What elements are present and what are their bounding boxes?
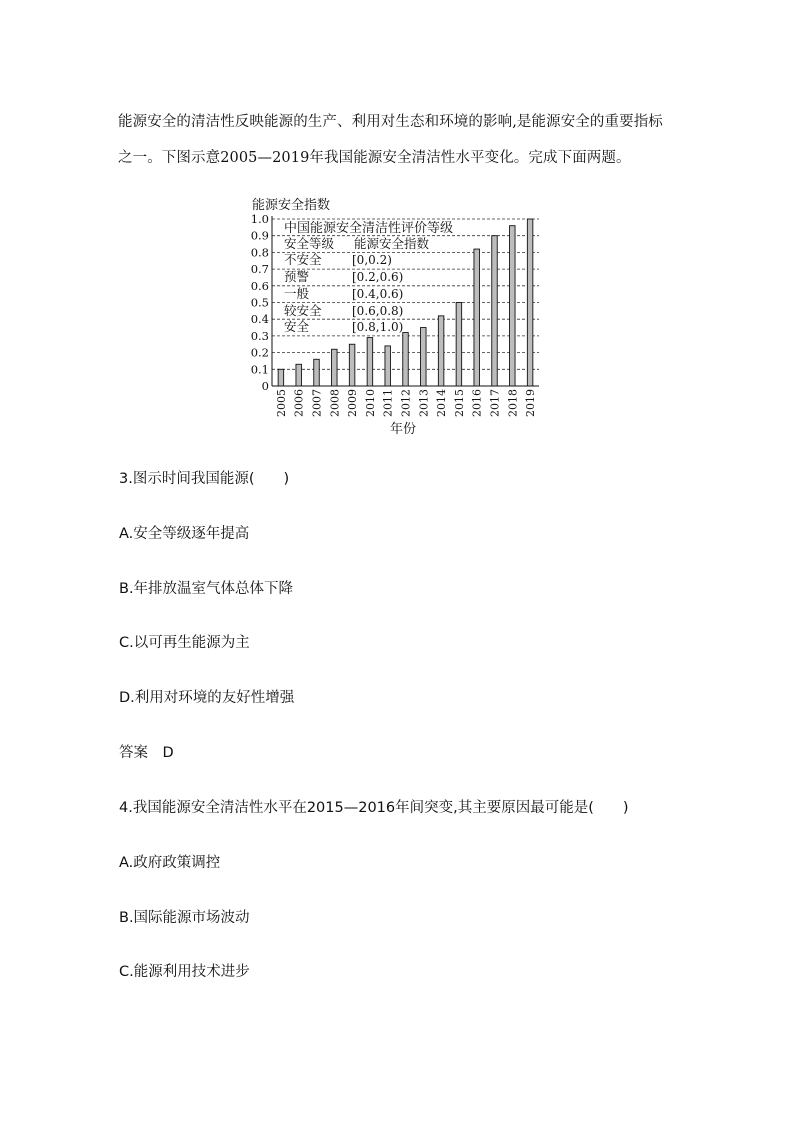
y-tick-label: 0.9 <box>250 228 269 243</box>
bar-2014 <box>438 316 444 386</box>
bar-2016 <box>474 249 480 386</box>
y-tick-label: 1.0 <box>250 212 269 226</box>
bar-2005 <box>278 369 284 386</box>
intro-line-2: 之一。下图示意2005—2019年我国能源安全清洁性水平变化。完成下面两题。 <box>118 150 631 166</box>
bar-2011 <box>385 346 391 386</box>
y-tick-label: 0.3 <box>250 328 269 343</box>
x-tick-label: 2018 <box>506 389 520 417</box>
y-tick-label: 0.6 <box>250 278 269 293</box>
x-tick-label: 2012 <box>399 389 413 417</box>
y-tick-label: 0.5 <box>250 295 269 310</box>
x-tick-label: 2009 <box>346 389 360 417</box>
bar-2017 <box>492 236 498 386</box>
legend-row-level: 较安全 <box>284 303 322 318</box>
legend-row-range: [0.4,0.6) <box>352 287 404 301</box>
legend-header-level: 安全等级 <box>284 236 335 251</box>
legend-row-level: 不安全 <box>284 252 322 267</box>
x-tick-label: 2005 <box>274 389 288 417</box>
legend-row-level: 一般 <box>284 286 310 301</box>
x-tick-label: 2006 <box>292 389 306 417</box>
y-tick-label: 0.4 <box>250 312 269 327</box>
x-tick-label: 2015 <box>452 389 466 417</box>
option-4b: B.国际能源市场波动 <box>119 910 250 926</box>
legend-row-range: [0.6,0.8) <box>352 304 404 318</box>
x-tick-label: 2011 <box>381 389 395 417</box>
y-tick-label: 0.1 <box>250 362 269 377</box>
option-3c: C.以可再生能源为主 <box>119 635 250 651</box>
legend-row-level: 预警 <box>284 269 310 284</box>
option-4a: A.政府政策调控 <box>119 855 221 871</box>
bar-2010 <box>367 338 373 386</box>
legend-header-index: 能源安全指数 <box>354 236 430 251</box>
bar-2013 <box>421 328 427 386</box>
legend-row-range: [0,0.2) <box>352 253 392 267</box>
energy-safety-bar-chart <box>248 194 548 439</box>
y-tick-label: 0 <box>261 379 269 393</box>
option-4c: C.能源利用技术进步 <box>119 964 250 980</box>
x-tick-label: 2010 <box>363 389 377 417</box>
y-axis-label: 能源安全指数 <box>252 198 331 213</box>
bar-2006 <box>296 364 302 386</box>
x-tick-label: 2007 <box>310 389 324 417</box>
legend-row-range: [0.8,1.0) <box>352 320 404 334</box>
y-tick-label: 0.8 <box>250 245 269 260</box>
bar-2009 <box>349 344 355 386</box>
question-3: 3.图示时间我国能源( ) <box>119 471 290 487</box>
bar-2007 <box>314 359 320 386</box>
bar-2012 <box>403 333 409 386</box>
legend-row-level: 安全 <box>284 319 310 334</box>
bar-2015 <box>456 303 462 387</box>
x-axis-label: 年份 <box>389 422 417 437</box>
x-tick-label: 2016 <box>470 389 484 417</box>
answer-3: 答案 D <box>119 745 174 761</box>
y-tick-label: 0.7 <box>250 262 269 277</box>
option-3d: D.利用对环境的友好性增强 <box>119 690 295 706</box>
x-tick-label: 2013 <box>417 389 431 417</box>
x-tick-label: 2014 <box>435 389 449 417</box>
x-tick-label: 2008 <box>328 389 342 417</box>
bar-2019 <box>527 219 533 386</box>
option-3a: A.安全等级逐年提高 <box>119 526 250 542</box>
legend-row-range: [0.2,0.6) <box>352 270 404 284</box>
x-tick-label: 2019 <box>524 389 538 417</box>
legend-table-title: 中国能源安全清洁性评价等级 <box>284 221 454 236</box>
x-tick-label: 2017 <box>488 389 502 417</box>
intro-paragraph <box>118 104 688 176</box>
bar-2018 <box>510 226 516 386</box>
option-3b: B.年排放温室气体总体下降 <box>119 581 294 597</box>
y-tick-label: 0.2 <box>250 345 269 360</box>
intro-line-1: 能源安全的清洁性反映能源的生产、利用对生态和环境的影响,是能源安全的重要指标 <box>118 114 663 130</box>
bar-2008 <box>332 349 338 386</box>
question-4: 4.我国能源安全清洁性水平在2015—2016年间突变,其主要原因最可能是( ) <box>119 800 629 816</box>
